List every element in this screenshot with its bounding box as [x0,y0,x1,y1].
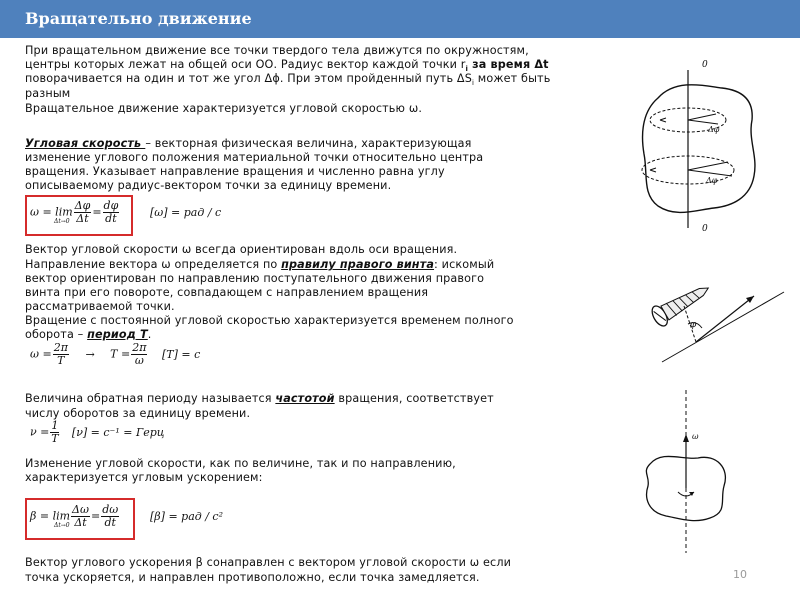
intro-line-2: центры которых лежат на общей оси ОО. Радиус вектор каждой точки $r_i$ за время Δt [25,58,549,74]
frequency-term: частотой [275,392,335,405]
rotating-body-figure [636,58,766,238]
angular-velocity-line-2: изменение углового положения материальной точки относительно центра [25,151,484,164]
angular-acceleration-formula: β = lim $\frac{\Delta\omega}{\Delta t}$ = $\frac{d\omega}{dt}$ [30,503,119,529]
direction-line-3: вектор ориентирован по направлению поступательного движения правого [25,272,485,285]
acceleration-line-2: характеризуется угловым ускорением: [25,471,263,484]
frequency-line-1: Величина обратная периоду называется частотой вращения, соответствует [25,392,494,405]
dphi-label-bottom: Δφ [706,176,718,185]
slide-title: Вращательно движение [25,9,252,28]
phi-label: φ [690,320,697,330]
intro-line-4: разным [25,87,71,100]
period-line-1: Вращение с постоянной угловой скоростью характеризуется временем полного [25,314,514,327]
angular-velocity-line-4: описываемому радиус-вектором точки за единицу времени. [25,179,392,192]
intro-line-5: Вращательное движение характеризуется угловой скоростью ω. [25,102,423,115]
angular-velocity-unit: [ω] = рад / с [150,206,222,219]
page-number: 10 [733,568,747,581]
angular-acceleration-unit: [β] = рад / с² [150,510,223,523]
period-formula: ω = $\frac{2\pi}{T}$ → T = $\frac{2\pi}{\omega}$ [T] = c [30,341,201,367]
direction-line-5: рассматриваемой точки. [25,300,175,313]
title-bar [0,0,800,38]
direction-line-2: Направление вектора ω определяется по правилу правого винта: искомый [25,258,495,271]
axis-label-top: 0 [702,60,708,70]
direction-line-1: Вектор угловой скорости ω всегда ориентирован вдоль оси вращения. [25,243,458,256]
dphi-label-top: Δφ [708,125,720,134]
omega-symbol: ω [30,347,39,361]
intro-line-1: При вращательном движение все точки твердого тела движутся по окружностям, [25,44,529,57]
period-term: период Т [87,328,148,341]
angular-acceleration-limit: Δt→0 [54,522,70,529]
omega-axis-figure [640,388,740,558]
closing-line-1: Вектор углового ускорения β сонаправлен с вектором угловой скорости ω если [25,556,512,569]
direction-line-4: винта при его повороте, совпадающем с направлением вращения [25,286,429,299]
right-screw-rule: правилу правого винта [281,258,435,271]
axis-label-bottom: 0 [702,224,708,234]
angular-velocity-formula: ω = lim $\frac{\Delta\varphi}{\Delta t}$ = $\frac{d\varphi}{dt}$ [30,199,119,225]
frequency-formula: ν = $\frac{1}{T}$ [ν] = c⁻¹ = Герц [30,419,165,445]
closing-line-2: точка ускоряется, и направлен противоположно, если точка замедляется. [25,571,480,584]
omega-label: ω [692,432,699,441]
angular-velocity-line-1: Угловая скорость – векторная физическая величина, характеризующая [25,137,472,150]
period-line-2: оборота – период Т. [25,328,152,341]
angular-velocity-line-3: вращения. Указывает направление вращения и численно равна углу [25,165,445,178]
acceleration-line-1: Изменение угловой скорости, как по величине, так и по направлению, [25,457,456,470]
intro-line-3: поворачивается на один и тот же угол Δϕ. При этом пройденный путь $\Delta S_i$ может быть [25,72,551,88]
angular-velocity-limit: Δt→0 [54,218,70,225]
angular-velocity-term: Угловая скорость [25,137,146,150]
frequency-line-2: числу оборотов за единицу времени. [25,407,251,420]
right-screw-figure [644,262,794,370]
